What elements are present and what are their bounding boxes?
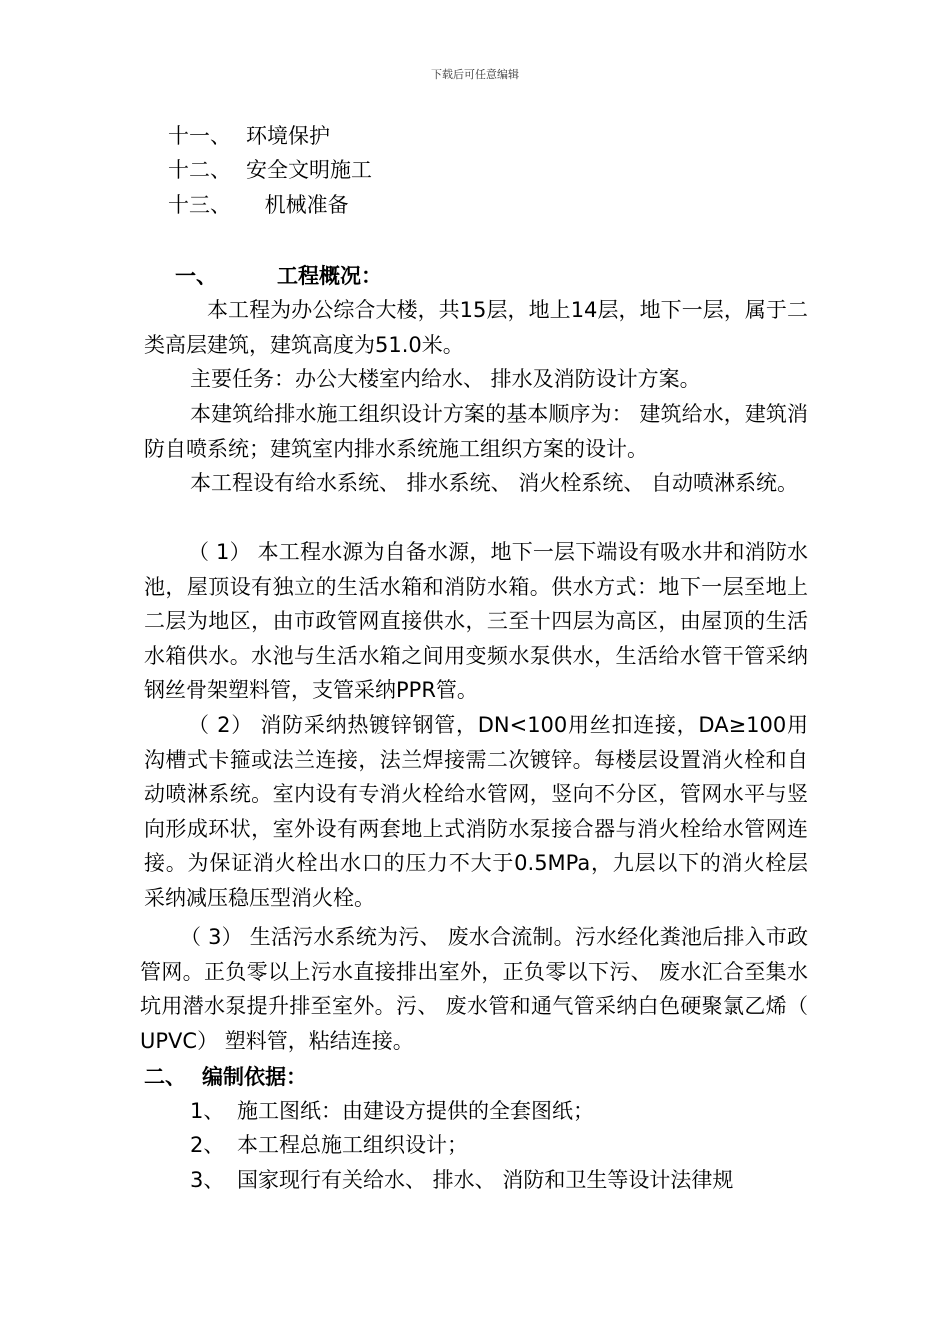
toc-number: 十一、 [168, 124, 231, 148]
list-number: 1、 [190, 1099, 225, 1123]
list-text: 本工程总施工组织设计； [237, 1133, 468, 1157]
toc-text: 环境保护 [246, 124, 330, 148]
toc-text: 安全文明施工 [246, 158, 372, 182]
toc-number: 十二、 [168, 158, 231, 182]
paragraph: （ 2） 消防采纳热镀锌钢管，DN<100用丝扣连接，DA≥100用沟槽式卡箍或法兰连接，法兰焊接需二次镀锌。每楼层设置消火栓和自动喷淋系统。室内设有专消火栓给水管网，竖向不分区，管网水平与竖向形成环状，室外设有两套地上式消防水泵接合器与消火栓给水管网连接。为保证消火栓出水口的压力不大于0.5MPa，九层以下的消火栓层采纳减压稳压型消火栓。 [144, 713, 808, 910]
list-number: 2、 [190, 1133, 225, 1157]
section-title: 工程概况： [277, 264, 382, 288]
section-number: 一、 [175, 264, 217, 288]
list-item [190, 1130, 468, 1160]
list-item [190, 1096, 594, 1126]
page-header: 下载后可任意编辑 [431, 68, 519, 81]
paragraph: （ 3） 生活污水系统为污、 废水合流制。污水经化粪池后排入市政管网。正负零以上污水直接排出室外，正负零以下污、 废水汇合至集水坑用潜水泵提升排至室外。污、 废水管和通气管采纳白色硬聚氯乙烯（ UPVC） 塑料管，粘结连接。 [140, 925, 808, 1053]
list-number: 3、 [190, 1168, 225, 1192]
list-item [190, 1165, 733, 1195]
paragraph: 本工程为办公综合大楼，共15层，地上14层，地下一层，属于二类高层建筑，建筑高度为51.0米。 [144, 298, 808, 357]
list-text: 国家现行有关给水、 排水、 消防和卫生等设计法律规 [237, 1168, 734, 1192]
paragraph: （ 1） 本工程水源为自备水源，地下一层下端设有吸水井和消防水池，屋顶设有独立的生活水箱和消防水箱。供水方式：地下一层至地上二层为地区，由市政管网直接供水，三至十四层为高区，由屋顶的生活水箱供水。水池与生活水箱之间用变频水泵供水，生活给水管干管采纳钢丝骨架塑料管，支管采纳PPR管。 [144, 540, 808, 703]
toc-item [168, 121, 330, 151]
toc-number: 十三、 [168, 193, 231, 217]
list-text: 施工图纸：由建设方提供的全套图纸； [237, 1099, 594, 1123]
section-title: 编制依据： [202, 1065, 307, 1089]
section-number: 二、 [144, 1065, 186, 1089]
section-heading [144, 1062, 307, 1092]
paragraph: 本工程设有给水系统、 排水系统、 消火栓系统、 自动喷淋系统。 [190, 471, 799, 495]
toc-text: 机械准备 [258, 193, 349, 217]
toc-item [168, 155, 372, 185]
toc-item [168, 190, 349, 220]
paragraph: 本建筑给排水施工组织设计方案的基本顺序为： 建筑给水，建筑消防自喷系统；建筑室内排水系统施工组织方案的设计。 [144, 402, 808, 461]
paragraph: 主要任务：办公大楼室内给水、 排水及消防设计方案。 [190, 367, 701, 391]
section-heading [175, 261, 382, 291]
